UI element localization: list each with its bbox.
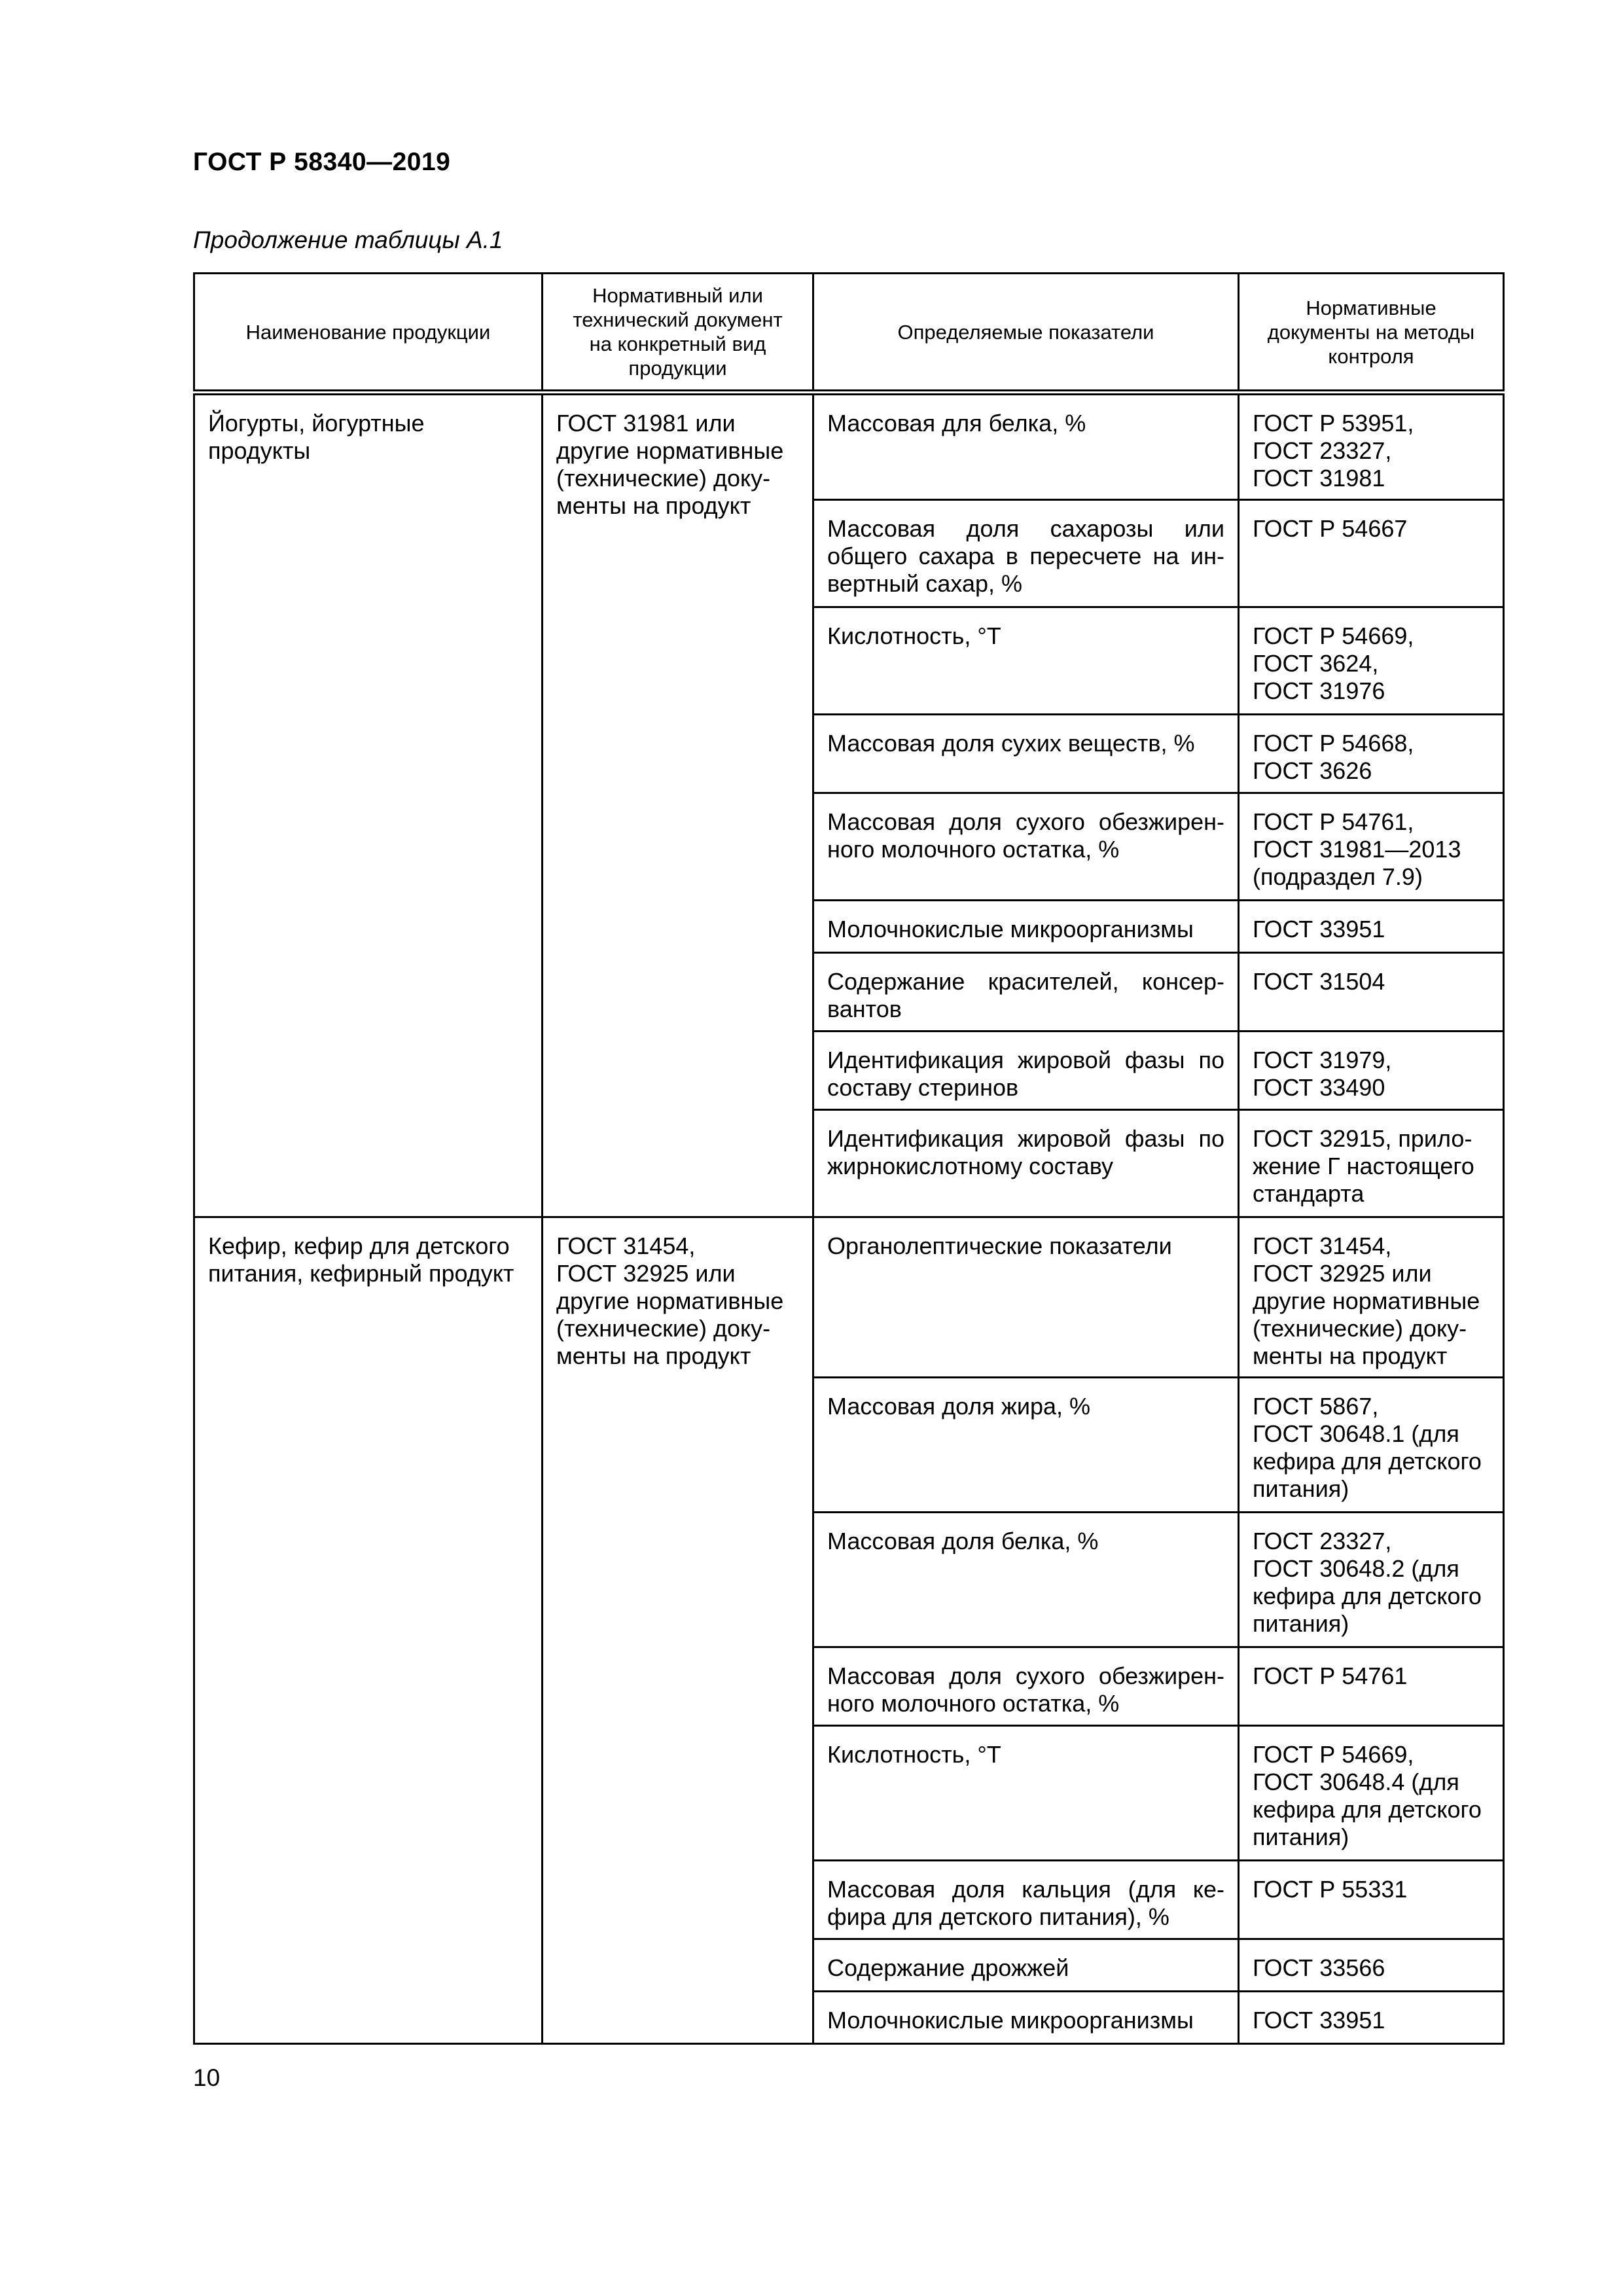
cell-text-line: ГОСТ Р 54668, — [1253, 730, 1414, 757]
cell-text-line: ГОСТ Р 54667 — [1253, 515, 1408, 542]
cell-text-line: Идентификация жировой фазы по — [827, 1047, 1224, 1073]
cell-text-line: (технические) доку- — [556, 1315, 771, 1342]
cell-text-line: ГОСТ 30648.1 (для — [1253, 1420, 1459, 1447]
cell-text-line: ГОСТ 31454, — [1253, 1232, 1392, 1259]
product-document-cell — [543, 1217, 813, 2044]
cell-text-line: жение Г настоящего — [1253, 1153, 1474, 1179]
control-method-cell — [1239, 1217, 1504, 1378]
cell-text-line: технический документ — [573, 308, 783, 331]
indicator-cell — [813, 1647, 1239, 1726]
header-indicators — [813, 274, 1239, 393]
cell-text-line: Наименование продукции — [245, 320, 491, 344]
cell-text-line: ного молочного остатка, % — [827, 836, 1120, 863]
control-method-cell — [1239, 1992, 1504, 2044]
table-continuation-caption: Продолжение таблицы А.1 — [193, 226, 503, 253]
control-method-cell — [1239, 1726, 1504, 1861]
product-name-cell — [194, 1217, 543, 2044]
cell-text-line: Кислотность, °Т — [827, 1741, 1001, 1768]
control-method-cell — [1239, 1513, 1504, 1647]
control-method-cell — [1239, 1110, 1504, 1217]
table-row — [194, 1217, 1504, 1378]
cell-text-line: ГОСТ Р 54669, — [1253, 622, 1414, 649]
cell-text-line: менты на продукт — [556, 492, 751, 519]
requirements-table — [193, 272, 1505, 2045]
page-number: 10 — [193, 2064, 221, 2091]
cell-text-line: продукции — [628, 357, 727, 380]
cell-text-line: Молочнокислые микроорганизмы — [827, 916, 1194, 942]
control-method-cell — [1239, 500, 1504, 607]
indicator-cell — [813, 1939, 1239, 1992]
indicator-cell — [813, 1031, 1239, 1110]
cell-text-line: составу стеринов — [827, 1074, 1019, 1101]
cell-text-line: контроля — [1328, 344, 1414, 368]
cell-text-line: ГОСТ 23327, — [1253, 437, 1392, 464]
control-method-cell — [1239, 393, 1504, 500]
cell-text-line: питания) — [1253, 1610, 1349, 1637]
cell-text-line: Содержание красителей, консер- — [827, 968, 1224, 995]
cell-text-line: Йогурты, йогуртные продукты — [208, 410, 425, 464]
indicator-cell — [813, 1861, 1239, 1939]
cell-text-line: ГОСТ 33951 — [1253, 2007, 1385, 2034]
control-method-cell — [1239, 953, 1504, 1031]
cell-text-line: ГОСТ Р 55331 — [1253, 1876, 1408, 1903]
cell-text-line: ГОСТ 3624, — [1253, 650, 1379, 677]
cell-text-line: ГОСТ 31454, — [556, 1232, 696, 1259]
cell-text-line: Органолептические показатели — [827, 1232, 1172, 1259]
cell-text-line: ГОСТ Р 53951, — [1253, 410, 1414, 437]
control-method-cell — [1239, 1378, 1504, 1513]
cell-text-line: стандарта — [1253, 1180, 1364, 1207]
cell-text-line: кефира для детского — [1253, 1448, 1482, 1475]
table-body — [194, 393, 1504, 2044]
cell-text-line: документы на методы — [1267, 320, 1475, 344]
cell-text-line: ГОСТ 31976 — [1253, 677, 1385, 704]
cell-text-line: менты на продукт — [1253, 1342, 1448, 1369]
indicator-cell — [813, 793, 1239, 901]
indicator-cell — [813, 901, 1239, 953]
cell-text-line: Массовая доля сухого обезжирен- — [827, 808, 1224, 835]
indicator-cell — [813, 715, 1239, 793]
cell-text-line: Массовая доля белка, % — [827, 1528, 1099, 1554]
header-product-name — [194, 274, 543, 393]
product-name-cell — [194, 393, 543, 1217]
cell-text-line: кефира для детского — [1253, 1796, 1482, 1823]
cell-text-line: Массовая доля сухих веществ, % — [827, 730, 1195, 757]
cell-text-line: ГОСТ 32925 или — [556, 1260, 736, 1287]
cell-text-line: ГОСТ 31981—2013 — [1253, 836, 1461, 863]
product-document-cell — [543, 393, 813, 1217]
cell-text-line: Молочнокислые микроорганизмы — [827, 2007, 1194, 2034]
indicator-cell — [813, 1992, 1239, 2044]
header-product-document — [543, 274, 813, 393]
control-method-cell — [1239, 1647, 1504, 1726]
cell-text-line: Массовая доля жира, % — [827, 1393, 1091, 1420]
cell-text-line: ного молочного остатка, % — [827, 1690, 1120, 1717]
indicator-cell — [813, 607, 1239, 715]
document-standard-code: ГОСТ Р 58340—2019 — [193, 148, 451, 176]
indicator-cell — [813, 953, 1239, 1031]
cell-text-line: ГОСТ 33566 — [1253, 1954, 1385, 1981]
cell-text-line: другие нормативные — [1253, 1287, 1480, 1314]
cell-text-line: менты на продукт — [556, 1342, 751, 1369]
cell-text-line: питания) — [1253, 1823, 1349, 1850]
cell-text-line: ГОСТ 32915, прило- — [1253, 1125, 1472, 1152]
cell-text-line: ГОСТ 33490 — [1253, 1074, 1385, 1101]
header-control-methods — [1239, 274, 1504, 393]
cell-text-line: Содержание дрожжей — [827, 1954, 1069, 1981]
cell-text-line: на конкретный вид — [589, 332, 766, 355]
cell-text-line: Кефир, кефир для детского — [208, 1232, 510, 1259]
cell-text-line: Нормативные — [1306, 296, 1436, 319]
cell-text-line: ГОСТ 31981 — [1253, 465, 1385, 492]
control-method-cell — [1239, 715, 1504, 793]
control-method-cell — [1239, 607, 1504, 715]
cell-text-line: кефира для детского — [1253, 1583, 1482, 1609]
cell-text-line: Определяемые показатели — [897, 320, 1154, 344]
cell-text-line: ГОСТ 30648.4 (для — [1253, 1768, 1459, 1795]
control-method-cell — [1239, 1939, 1504, 1992]
cell-text-line: питания) — [1253, 1475, 1349, 1502]
cell-text-line: другие нормативные — [556, 1287, 784, 1314]
cell-text-line: ГОСТ 31981 или — [556, 410, 736, 437]
cell-text-line: фира для детского питания), % — [827, 1903, 1169, 1930]
cell-text-line: ГОСТ Р 54761, — [1253, 808, 1414, 835]
cell-text-line: (технические) доку- — [1253, 1315, 1467, 1342]
control-method-cell — [1239, 793, 1504, 901]
control-method-cell — [1239, 901, 1504, 953]
cell-text-line: (подраздел 7.9) — [1253, 863, 1423, 890]
indicator-cell — [813, 500, 1239, 607]
cell-text-line: Массовая для белка, % — [827, 410, 1086, 437]
cell-text-line: ГОСТ 5867, — [1253, 1393, 1379, 1420]
indicator-cell — [813, 1110, 1239, 1217]
control-method-cell — [1239, 1031, 1504, 1110]
cell-text-line: вертный сахар, % — [827, 570, 1023, 597]
cell-text-line: ГОСТ 23327, — [1253, 1528, 1392, 1554]
table-header-row — [194, 274, 1504, 393]
cell-text-line: Массовая доля сухого обезжирен- — [827, 1662, 1224, 1689]
table-row — [194, 393, 1504, 500]
indicator-cell — [813, 1513, 1239, 1647]
indicator-cell — [813, 1726, 1239, 1861]
cell-text-line: ГОСТ 32925 или — [1253, 1260, 1432, 1287]
control-method-cell — [1239, 1861, 1504, 1939]
cell-text-line: ГОСТ 31504 — [1253, 968, 1385, 995]
indicator-cell — [813, 393, 1239, 500]
cell-text-line: (технические) доку- — [556, 465, 771, 492]
cell-text-line: вантов — [827, 996, 902, 1022]
cell-text-line: другие нормативные — [556, 437, 784, 464]
cell-text-line: ГОСТ Р 54761 — [1253, 1662, 1408, 1689]
cell-text-line: общего сахара в пересчете на ин- — [827, 543, 1224, 569]
cell-text-line: Массовая доля кальция (для ке- — [827, 1876, 1224, 1903]
cell-text-line: Кислотность, °Т — [827, 622, 1001, 649]
cell-text-line: Массовая доля сахарозы или — [827, 515, 1224, 542]
cell-text-line: жирнокислотному составу — [827, 1153, 1114, 1179]
indicator-cell — [813, 1217, 1239, 1378]
cell-text-line: ГОСТ 3626 — [1253, 757, 1372, 784]
cell-text-line: ГОСТ 30648.2 (для — [1253, 1555, 1459, 1582]
cell-text-line: Нормативный или — [592, 284, 763, 307]
cell-text-line: ГОСТ Р 54669, — [1253, 1741, 1414, 1768]
cell-text-line: питания, кефирный продукт — [208, 1260, 514, 1287]
cell-text-line: ГОСТ 33951 — [1253, 916, 1385, 942]
cell-text-line: Идентификация жировой фазы по — [827, 1125, 1224, 1152]
cell-text-line: ГОСТ 31979, — [1253, 1047, 1392, 1073]
indicator-cell — [813, 1378, 1239, 1513]
